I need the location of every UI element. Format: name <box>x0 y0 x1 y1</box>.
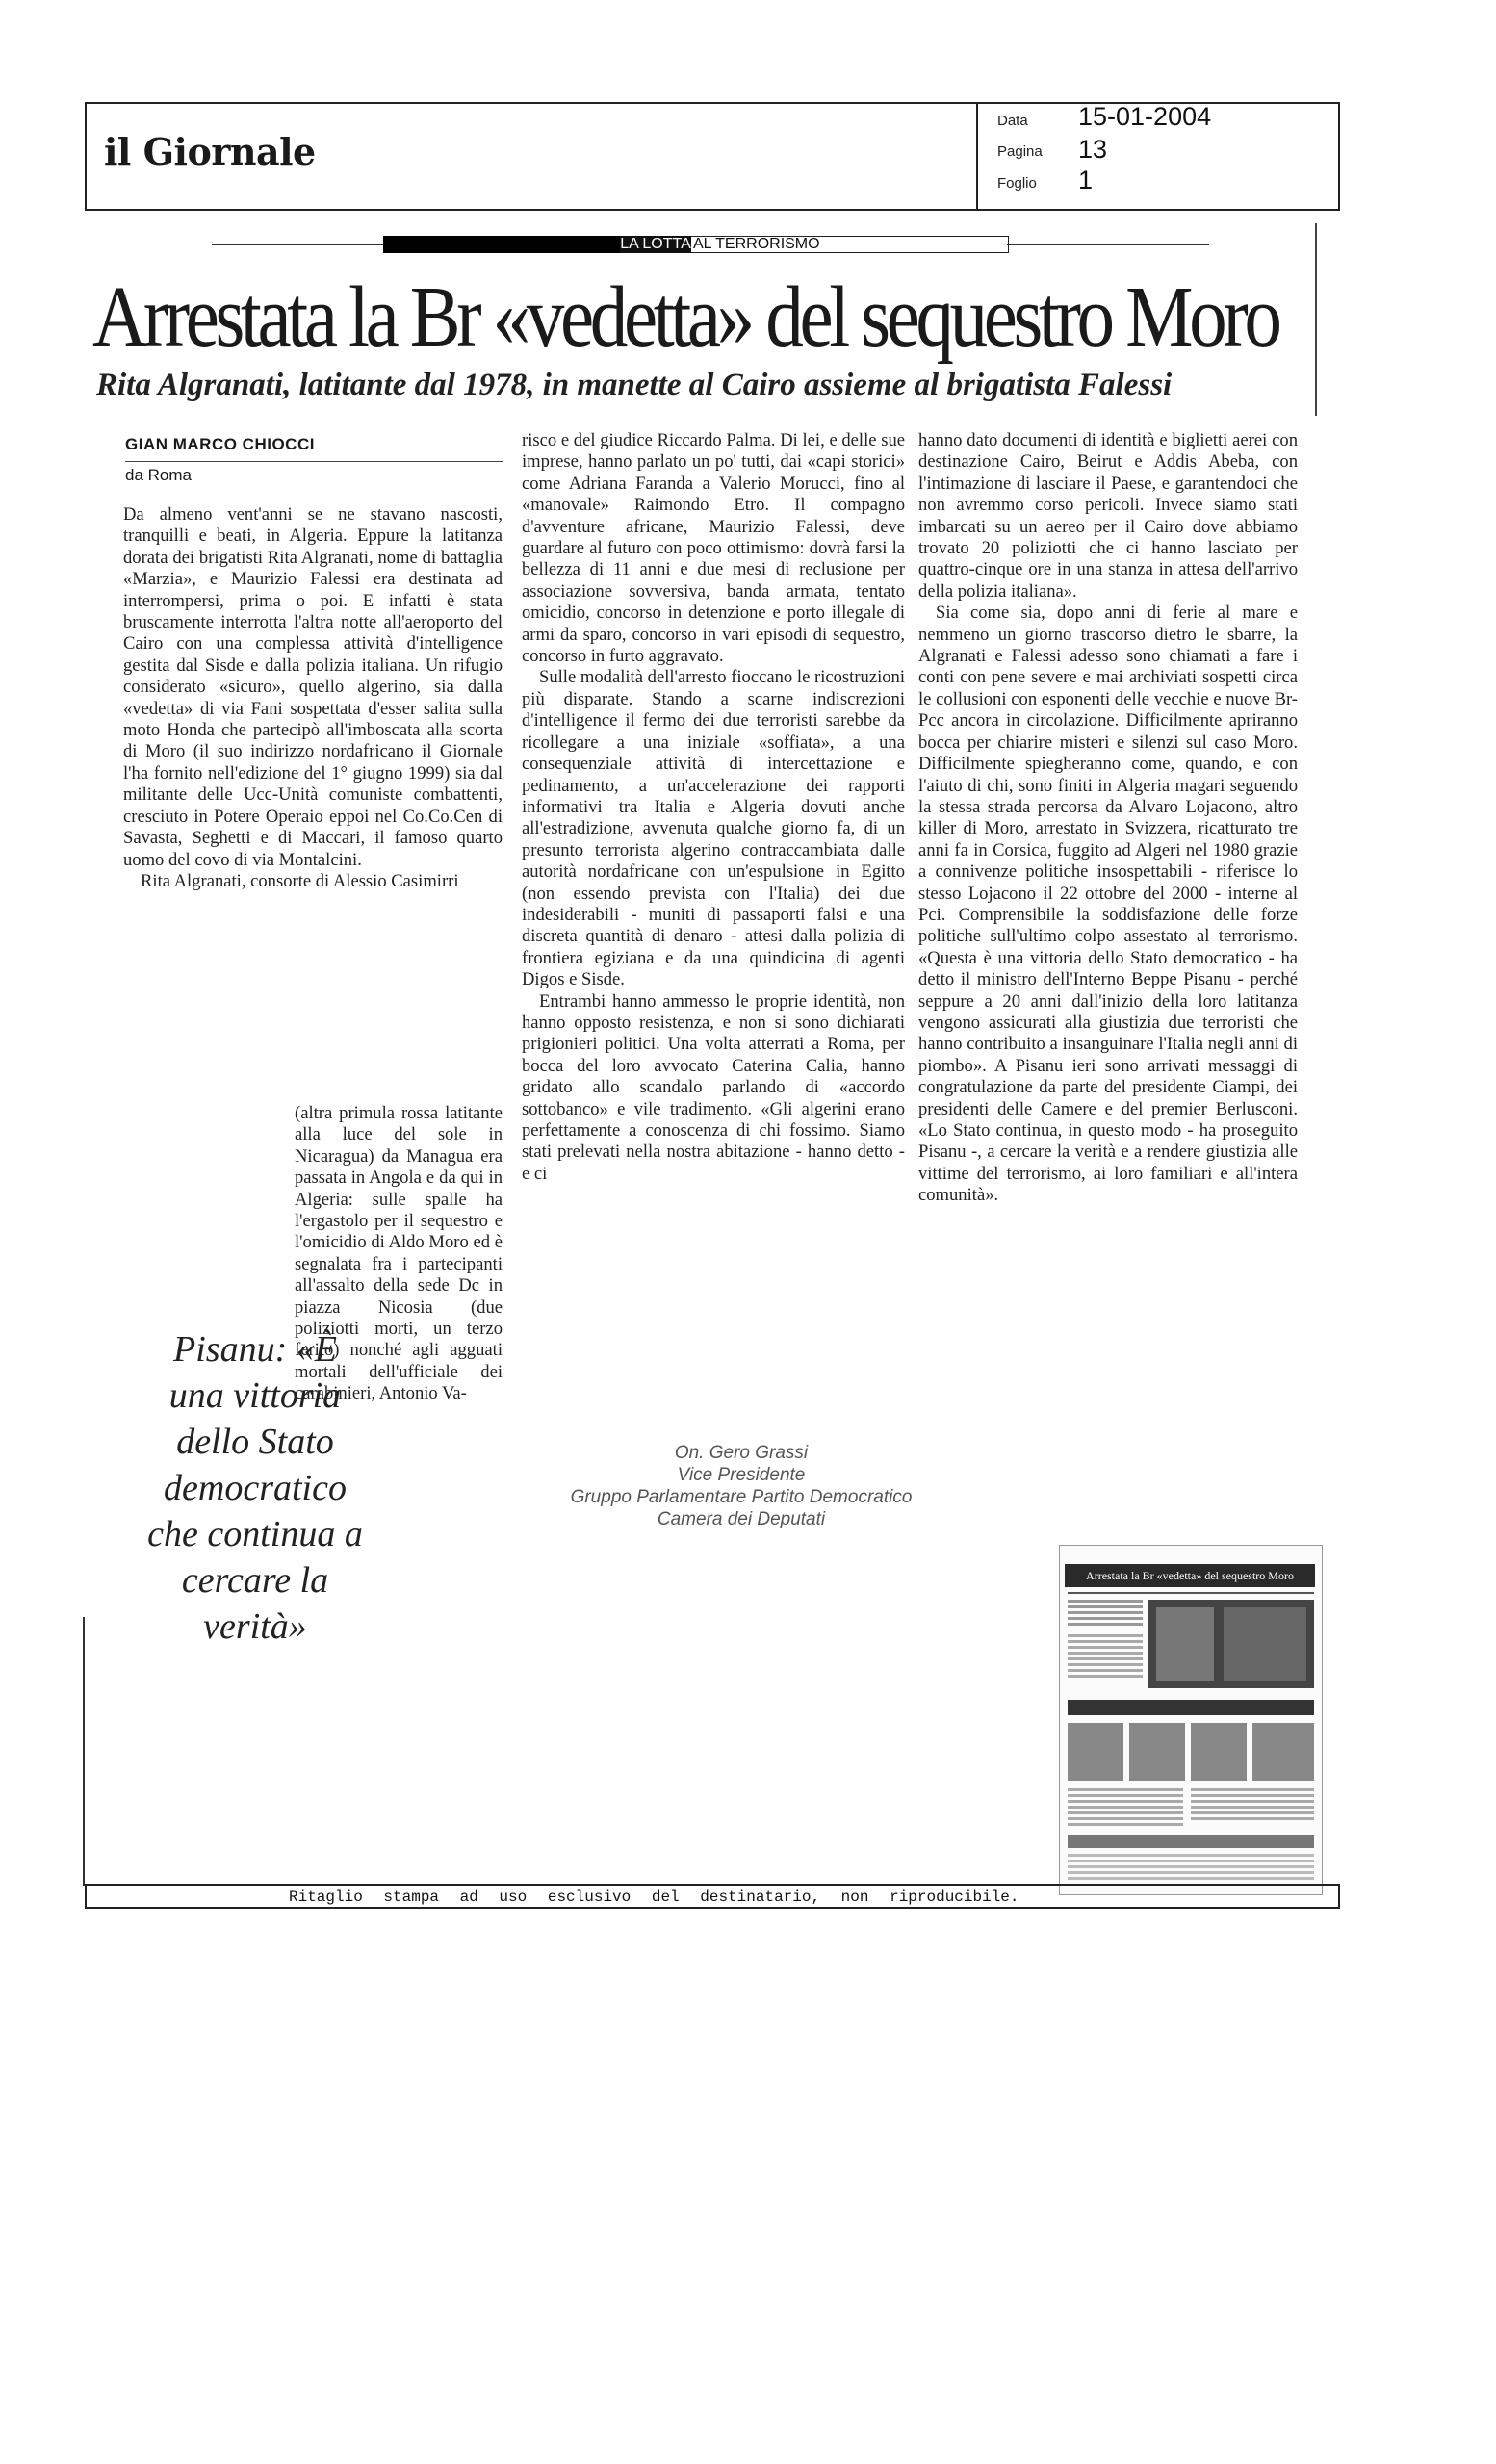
dateline: da Roma <box>125 466 192 484</box>
signature-group: Gruppo Parlamentare Partito Democratico <box>570 1487 913 1507</box>
headline: Arrestata la Br «vedetta» del sequestro Moro <box>92 270 1278 365</box>
masthead: il Giornale <box>104 130 316 173</box>
paragraph: hanno dato documenti di identità e biglietti aerei con destinazione Cairo, Beirut e Addis Abeba, con l'intimazione di lasciare il Paese, e garantendoci che non avremmo corso pericoli. Invece siamo stati imbarcati su un aereo per il Cairo dove abbiamo trovato 20 poliziotti che ci hanno lasciato per quattro-cinque ore in una stanza in attesa dell'arrivo della polizia italiana». <box>918 430 1298 602</box>
page-thumbnail <box>1059 1545 1323 1895</box>
article-column-2 <box>522 430 905 1185</box>
thumbnail-title: Arrestata la Br «vedetta» del sequestro Moro <box>1065 1564 1315 1587</box>
byline-rule <box>125 461 503 462</box>
section-black-block <box>383 236 620 253</box>
article-column-1 <box>123 504 503 892</box>
meta-label-data: Data <box>997 113 1028 129</box>
kicker-rule-left <box>212 244 385 245</box>
thumbnail-graphic <box>1060 1546 1322 1894</box>
meta-label-foglio: Foglio <box>997 175 1037 192</box>
signature-stamp <box>501 1442 982 1530</box>
kicker-rule-right <box>1007 244 1209 245</box>
paragraph: (altra primula rossa latitante alla luce del sole in Nicaragua) da Managua era passata in Angola e da qui in Algeria: sulle spalle ha l'ergastolo per il sequestro e l'omicidio di Aldo Moro ed è segnalata fra i partecipanti all'assalto della sede Dc in piazza Nicosia (due poliziotti morti, un terzo ferito) nonché agli agguati mortali dell'ufficiale dei carabinieri, Antonio Va- <box>295 1103 503 1404</box>
section-label-right: AL TERRORISMO <box>693 236 820 252</box>
paragraph: Entrambi hanno ammesso le proprie identità, non hanno opposto resistenza, e non si sono dichiarati prigionieri politici. Una volta atterrati a Roma, per bocca del loro avvocato Caterina Calia, hanno gridato allo scandalo parlando di «accordo sottobanco» e vile tradimento. «Gli algerini erano perfettamente a conoscenza di chi fossimo. Siamo stati prelevati nella nostra abitazione - hanno detto - e ci <box>522 990 905 1184</box>
pull-quote: Pisanu: «È una vittoria dello Stato democratico che continua a cercare la verità» <box>147 1329 363 1647</box>
byline: GIAN MARCO CHIOCCI <box>125 435 315 453</box>
paragraph: Rita Algranati, consorte di Alessio Casimirri <box>141 870 459 891</box>
meta-label-pagina: Pagina <box>997 143 1043 160</box>
paragraph: Sia come sia, dopo anni di ferie al mare e nemmeno un giorno trascorso dietro le sbarre, la Algranati e Falessi adesso sono chiamati a fare i conti con pene severe e mai archiviati sospetti circa le collusioni con esponenti delle vecchie e nuove Br-Pcc ancora in circolazione. Difficilmente apriranno bocca per chiarire misteri e silenzi sul caso Moro. Difficilmente spiegheranno come, quando, e con l'aiuto di chi, sono finiti in Algeria magari seguendo la stessa strada percorsa da Alvaro Lojacono, altro killer di Moro, arrestato in Svizzera, ricatturato tre anni fa in Corsica, fuggito ad Algeri nel 1980 grazie a connivenze politiche insospettabili - riferisce lo stesso Lojacono il 22 ottobre del 2000 - interne al Pci. Comprensibile la soddisfazione delle forze politiche sull'ultimo colpo assestato al terrorismo. «Questa è una vittoria dello Stato democratico - ha detto il ministro dell'Interno Beppe Pisanu - perché seppure a 20 anni dall'inizio della loro latitanza vengono assicurati alla giustizia due terroristi che hanno contribuito a insanguinare l'Italia negli anni di piombo». A Pisanu ieri sono arrivati messaggi di congratulazione da parte del presidente Ciampi, dei presidenti delle Camere e del premier Berlusconi. «Lo Stato continua, in questo modo - ha proseguito Pisanu -, a cercare la verità e a rendere giustizia alle vittime del terrorismo, ai loro familiari e all'intera comunità». <box>918 603 1298 1206</box>
signature-role: Vice Presidente <box>677 1465 806 1485</box>
meta-value-foglio: 1 <box>1078 166 1094 194</box>
article-column-3 <box>918 430 1298 1207</box>
paragraph: Sulle modalità dell'arresto fioccano le ricostruzioni più disparate. Stando a scarne indiscrezioni d'intelligence il fermo dei due terroristi sarebbe da ricollegare a una iniziale «soffiata», a una consequenziale attività di intercettazione e pedinamento, a un'accelerazione dei rapporti informativi tra Italia e Algeria dovuti anche all'estradizione, avvenuta qualche giorno fa, di un presunto terrorista algerino contraccambiata dalle autorità nordafricane con un'espulsione in Egitto (non essendo prevista con l'Italia) dei due indesiderabili - muniti di passaporti falsi e una discreta quantità di denaro - attesi dalla polizia di frontiera egiziana e da una quindicina di agenti Digos e Sisde. <box>522 667 905 990</box>
paragraph: Da almeno vent'anni se ne stavano nascosti, tranquilli e beati, in Algeria. Eppure la latitanza dorata dei brigatisti Rita Algranati, nome di battaglia «Marzia», e Maurizio Falessi era destinata ad interrompersi, prima o poi. E infatti è stata bruscamente interrotta l'altra notte all'aeroporto del Cairo con una complessa attività d'intelligence gestita dal Sisde e dalla polizia italiana. Un rifugio considerato «sicuro», quello algerino, sia dalla «vedetta» di via Fani sospettata d'esser salita sulla moto Honda che partecipò all'imboscata alla scorta di Moro (il suo indirizzo nordafricano il Giornale l'ha fornito nell'edizione del 1° giugno 1999) sia dal militante delle Ucc-Unità comuniste combattenti, cresciuto in Potere Operaio eppoi nel Co.Co.Cen di Savasta, Seghetti e di Maccari, il famoso quarto uomo del covo di via Montalcini. <box>123 504 503 870</box>
meta-value-data: 15-01-2004 <box>1078 102 1212 131</box>
column-rule-left <box>83 1617 85 1886</box>
footer-disclaimer: Ritaglio stampa ad uso esclusivo del destinatario, non riproducibile. <box>289 1888 1019 1906</box>
signature-chamber: Camera dei Deputati <box>657 1509 826 1529</box>
signature-name: On. Gero Grassi <box>674 1443 809 1463</box>
section-label-left: LA LOTTA <box>620 236 691 252</box>
subheadline: Rita Algranati, latitante dal 1978, in manette al Cairo assieme al brigatista Falessi <box>96 368 1173 402</box>
meta-value-pagina: 13 <box>1078 135 1108 164</box>
paragraph: risco e del giudice Riccardo Palma. Di lei, e delle sue imprese, hanno parlato un po' tutti, dai «capi storici» come Adriana Faranda a Valerio Morucci, fino al «manovale» Raimondo Etro. Il compagno d'avventure africane, Maurizio Falessi, deve guardare al futuro con poco ottimismo: dovrà farsi la bellezza di 11 anni e due mesi di reclusione per associazione sovversiva, banda armata, tentato omicidio, concorso in detenzione e porto illegale di armi da sparo, concorso in vari episodi di sequestro, concorso in furto aggravato. <box>522 430 905 667</box>
